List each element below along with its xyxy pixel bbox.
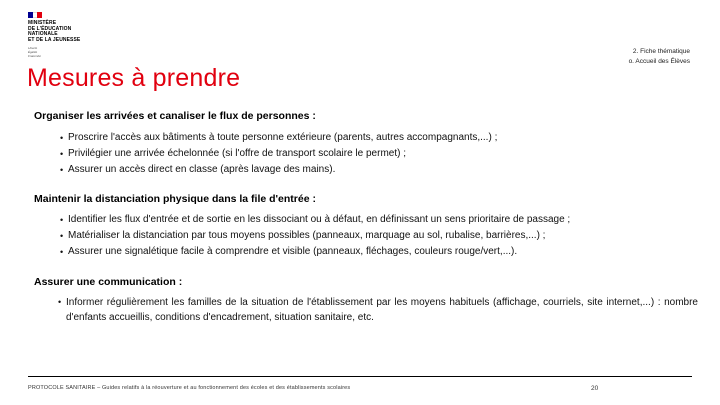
motto-line: Égalité [28,49,38,54]
footer-divider [28,376,692,377]
ministry-line: ET DE LA JEUNESSE [28,36,81,43]
list-item: • Identifier les flux d'entrée et de sortie en les dissociant ou à défaut, en définissant un sens prioritaire de passage ; [60,212,570,228]
section-heading: Maintenir la distanciation physique dans la file d'entrée : [34,193,316,205]
footer-text: PROTOCOLE SANITAIRE – Guides relatifs à la réouverture et au fonctionnement des écoles et des établissements scolaires [28,385,351,391]
ministry-line: MINISTÈRE [28,20,57,26]
ministry-line: DE L'ÉDUCATION [28,25,72,32]
list-item: • Proscrire l'accès aux bâtiments à toute personne extérieure (parents, autres accompagnants,...) ; [60,130,497,146]
page-number: 20 [591,385,599,392]
ministry-name [28,21,98,43]
bullet-list [60,130,497,178]
republic-motto [28,47,98,58]
list-item: • Informer régulièrement les familles de la situation de l'établissement par les moyens habituels (affichage, courriels, site internet,...) : nombre d'enfants accueillis, conditions d'encadrement, situation sanitaire, etc. [66,295,698,325]
bullet-list [60,212,570,260]
list-item: • Matérialiser la distanciation par tous moyens possibles (panneaux, marquage au sol, rubalise, barrières,...) ; [60,228,570,244]
ministry-logo [28,12,98,72]
fiche-line: 2. Fiche thématique [632,48,690,55]
list-item: • Privilégier une arrivée échelonnée (si l'offre de transport scolaire le permet) ; [60,146,497,162]
french-flag-icon [28,12,42,18]
fiche-reference [629,47,690,67]
motto-line: Liberté [28,46,38,51]
list-item: • Assurer un accès direct en classe (après lavage des mains). [60,162,497,178]
motto-line: Fraternité [28,53,41,58]
ministry-line: NATIONALE [28,31,58,38]
section-heading: Organiser les arrivées et canaliser le flux de personnes : [34,110,316,122]
list-item: • Assurer une signalétique facile à comprendre et visible (panneaux, fléchages, couleurs rouge/vert,...). [60,244,570,260]
section-heading: Assurer une communication : [34,276,183,288]
fiche-line: o. Accueil des Élèves [628,58,690,65]
page-title: Mesures à prendre [27,64,241,92]
